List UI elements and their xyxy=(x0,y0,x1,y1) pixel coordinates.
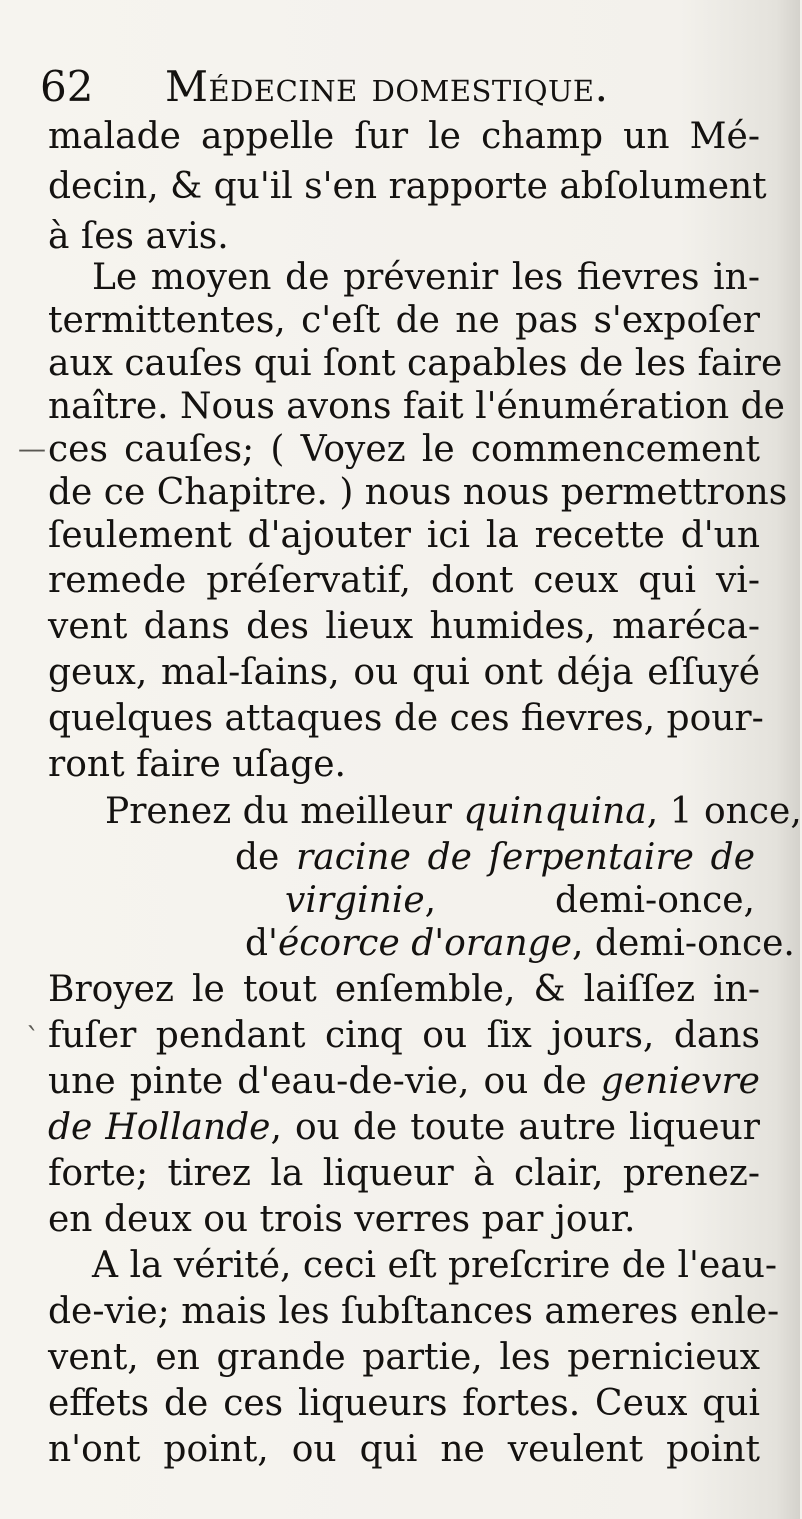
running-title: Médecine domestique. xyxy=(165,62,609,111)
italic-term: de Hollande xyxy=(48,1107,271,1148)
text-line: naître. Nous avons fait l'énumération de xyxy=(48,386,785,427)
text-line: forte; tirez la liqueur à clair, prenez- xyxy=(48,1153,760,1194)
text-line: en deux ou trois verres par jour. xyxy=(48,1199,636,1240)
text-line: Le moyen de prévenir les fievres in- xyxy=(92,257,760,298)
text-line: ſeulement d'ajouter ici la recette d'un xyxy=(48,515,760,556)
text-line: aux cauſes qui ſont capables de les faire xyxy=(48,343,783,384)
italic-term: genievre xyxy=(600,1061,760,1102)
text-line xyxy=(48,556,760,606)
text-line: à ſes avis. xyxy=(48,216,229,257)
recipe-text: d' xyxy=(245,923,278,964)
print-mark: — xyxy=(18,432,46,465)
recipe-text: , 1 once, xyxy=(646,791,802,832)
recipe-text: Prenez du meilleur xyxy=(105,791,464,832)
text-line: de ce Chapitre. ) nous nous permettrons xyxy=(48,472,788,513)
page-number: 62 xyxy=(40,62,94,111)
text-line: fuſer pendant cinq ou ſix jours, dans xyxy=(48,1015,760,1056)
recipe-ingredient: écorce d'orange xyxy=(277,923,573,964)
recipe-text: de xyxy=(235,837,297,878)
recipe-ingredient: racine de ſerpentaire de xyxy=(296,837,755,878)
page-header xyxy=(40,62,760,112)
recipe-text: , demi-once, xyxy=(424,880,755,921)
text-line: effets de ces liqueurs fortes. Ceux qui xyxy=(48,1383,760,1424)
text-line: geux, mal-ſains, ou qui ont déja eſſuyé xyxy=(48,652,760,693)
text-line: n'ont point, ou qui ne veulent point xyxy=(48,1429,760,1470)
text-line: quelques attaques de ces fievres, pour- xyxy=(48,698,764,739)
text-run: remede préſervatif, dont ceux qui vi- xyxy=(48,560,760,601)
text-run: , ou de toute autre liqueur xyxy=(270,1107,760,1148)
text-line: decin, & qu'il s'en rapporte abſolument xyxy=(48,166,767,207)
recipe-ingredient: quinquina xyxy=(463,791,647,832)
recipe-line xyxy=(245,919,795,969)
recipe-text: , demi-once. xyxy=(572,923,795,964)
text-line: A la vérité, ceci eſt preſcrire de l'eau- xyxy=(92,1245,778,1286)
text-line: ront faire uſage. xyxy=(48,744,347,785)
text-line: vent, en grande partie, les pernicieux xyxy=(48,1337,760,1378)
text-line: de-vie; mais les ſubſtances ameres enle- xyxy=(48,1291,780,1332)
recipe-ingredient: virginie xyxy=(285,880,425,921)
text-line: ces cauſes; ( Voyez le commencement xyxy=(48,429,760,470)
text-line: Broyez le tout enſemble, & laiſſez in- xyxy=(48,969,760,1010)
text-line xyxy=(48,1103,760,1153)
text-line: termittentes, c'eſt de ne pas s'expoſer xyxy=(48,300,760,341)
text-line: vent dans des lieux humides, maréca- xyxy=(48,606,760,647)
text-line xyxy=(48,1057,760,1107)
recipe-line xyxy=(105,787,802,837)
text-run: une pinte d'eau-de-vie, ou de xyxy=(48,1061,601,1102)
text-line: malade appelle ſur le champ un Mé- xyxy=(48,116,760,157)
print-mark: ` xyxy=(26,1022,40,1055)
